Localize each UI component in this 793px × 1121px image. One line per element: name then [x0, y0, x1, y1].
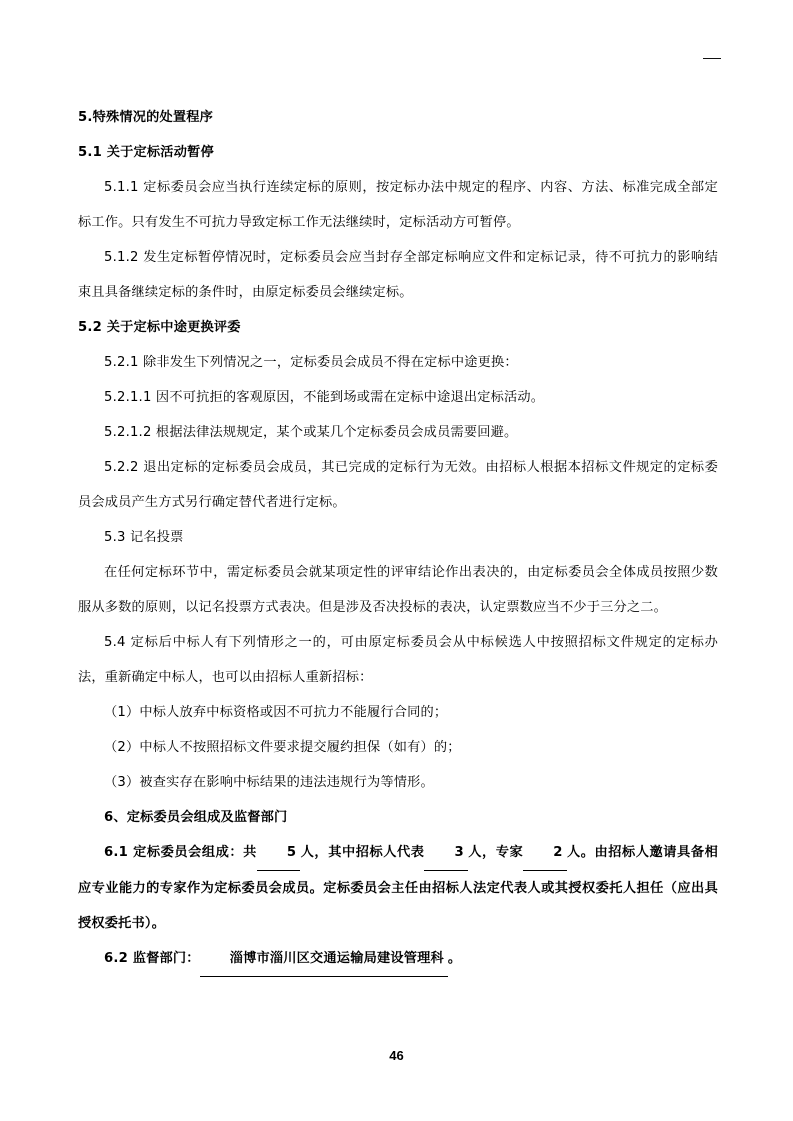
- page-number: 46: [389, 1048, 404, 1063]
- paragraph-5-2-1-2: 5.2.1.2 根据法律法规规定，某个或某几个定标委员会成员需要回避。: [104, 425, 518, 440]
- supervision-label: 6.2 监督部门：: [104, 951, 200, 966]
- heading-5-3: 5.3 记名投票: [104, 530, 184, 545]
- paragraph-6-1-composition: [78, 835, 718, 941]
- document-body: [78, 100, 718, 977]
- list-item-5-4-2: （2）中标人不按照招标文件要求提交履约担保（如有）的；: [104, 740, 461, 755]
- composition-unit-1: 人，其中招标人代表: [300, 845, 425, 860]
- paragraph-5-1-2: 5.1.2 发生定标暂停情况时，定标委员会应当封存全部定标响应文件和定标记录，待不可抗力的影响结束且具备继续定标的条件时，由原定标委员会继续定标。: [78, 250, 718, 300]
- composition-unit-3: 人。由招标人邀请具备相应专业能力的专家作为定标委员会成员。定标委员会主任由招标人法定代表人或其授权委托人担任（应出具授权委托书）。: [78, 845, 718, 931]
- supervision-suffix: 。: [447, 951, 462, 966]
- heading-6: 6、定标委员会组成及监督部门: [104, 810, 288, 825]
- paragraph-5-1-1: 5.1.1 定标委员会应当执行连续定标的原则，按定标办法中规定的程序、内容、方法、标准完成全部定标工作。只有发生不可抗力导致定标工作无法继续时，定标活动方可暂停。: [78, 180, 718, 230]
- heading-5: 5.特殊情况的处置程序: [78, 110, 214, 125]
- paragraph-5-2-2: 5.2.2 退出定标的定标委员会成员，其已完成的定标行为无效。由招标人根据本招标文件规定的定标委员会成员产生方式另行确定替代者进行定标。: [78, 460, 718, 510]
- composition-label: 6.1 定标委员会组成：共: [104, 845, 257, 860]
- heading-5-2: 5.2 关于定标中途更换评委: [78, 320, 241, 335]
- list-item-5-4-3: （3）被查实存在影响中标结果的违法违规行为等情形。: [104, 775, 434, 790]
- composition-tenderer-reps-value: 3: [424, 835, 467, 871]
- header-dash-mark: [703, 58, 721, 59]
- composition-unit-2: 人，专家: [467, 845, 524, 860]
- paragraph-5-2-1-1: 5.2.1.1 因不可抗拒的客观原因，不能到场或需在定标中途退出定标活动。: [104, 390, 545, 405]
- supervision-department-value: 淄博市淄川区交通运输局建设管理科: [200, 941, 448, 977]
- composition-experts-value: 2: [523, 835, 566, 871]
- paragraph-5-2-1: 5.2.1 除非发生下列情况之一，定标委员会成员不得在定标中途更换：: [104, 355, 518, 370]
- composition-total-value: 5: [257, 835, 300, 871]
- heading-5-1: 5.1 关于定标活动暂停: [78, 145, 214, 160]
- paragraph-5-3: 在任何定标环节中，需定标委员会就某项定性的评审结论作出表决的，由定标委员会全体成员按照少数服从多数的原则，以记名投票方式表决。但是涉及否决投标的表决，认定票数应当不少于三分之二。: [78, 565, 718, 615]
- paragraph-6-2-supervision: [78, 941, 718, 977]
- list-item-5-4-1: （1）中标人放弃中标资格或因不可抗力不能履行合同的；: [104, 705, 448, 720]
- paragraph-5-4: 5.4 定标后中标人有下列情形之一的，可由原定标委员会从中标候选人中按照招标文件规定的定标办法，重新确定中标人，也可以由招标人重新招标：: [78, 635, 718, 685]
